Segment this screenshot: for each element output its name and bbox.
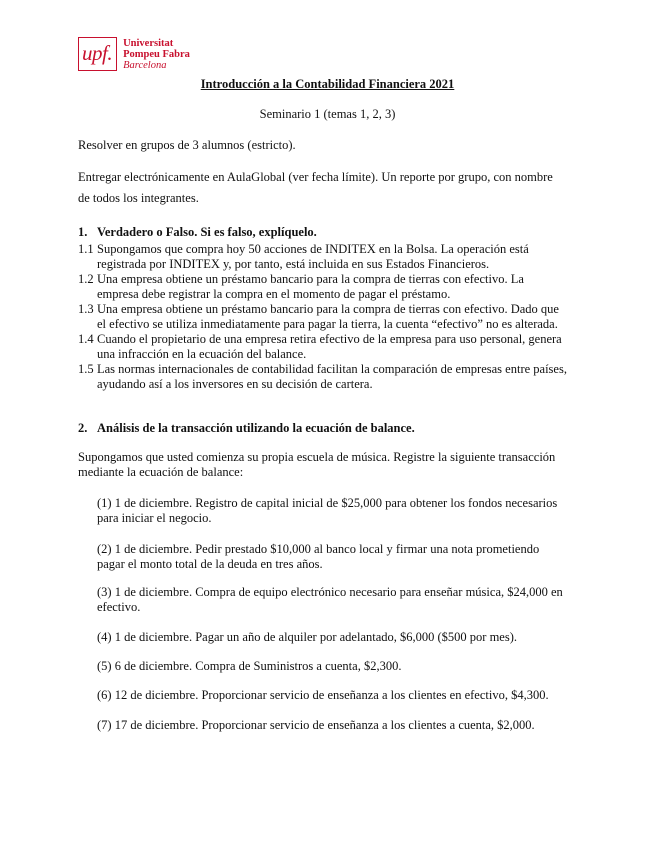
item-1-5-line-2: ayudando así a los inversores en su decisión de cartera. <box>97 377 373 391</box>
section-2-number: 2. <box>78 421 88 435</box>
item-1-1-number: 1.1 <box>78 242 94 256</box>
section-2-intro-line-2: mediante la ecuación de balance: <box>78 465 244 479</box>
document-subtitle: Seminario 1 (temas 1, 2, 3) <box>259 107 396 121</box>
item-1-5-line-1: Las normas internacionales de contabilidad facilitan la comparación de empresas entre países, <box>97 362 567 376</box>
item-1-2-number: 1.2 <box>78 272 94 286</box>
logo-line-3: Barcelona <box>123 59 167 71</box>
section-1-heading: Verdadero o Falso. Si es falso, explíquelo. <box>97 225 317 239</box>
logo-wordmark <box>123 38 190 71</box>
university-logo <box>78 37 190 71</box>
item-1-5-number: 1.5 <box>78 362 94 376</box>
transaction-1-line-2: para iniciar el negocio. <box>97 511 212 525</box>
transaction-2-line-2: pagar el monto total de la deuda en tres años. <box>97 557 323 571</box>
item-1-2-line-1: Una empresa obtiene un préstamo bancario para la compra de tierras con efectivo. La <box>97 272 524 286</box>
item-1-1-line-1: Supongamos que compra hoy 50 acciones de INDITEX en la Bolsa. La operación está <box>97 242 529 256</box>
intro-paragraph-2-line-2: de todos los integrantes. <box>78 191 199 205</box>
upf-logo-mark: upf. <box>78 37 117 71</box>
item-1-4-line-2: una infracción en la ecuación del balance. <box>97 347 307 361</box>
transaction-1-line-1: (1) 1 de diciembre. Registro de capital inicial de $25,000 para obtener los fondos necesarios <box>97 496 558 510</box>
document-title: Introducción a la Contabilidad Financiera 2021 <box>200 77 455 91</box>
transaction-3-line-1: (3) 1 de diciembre. Compra de equipo electrónico necesario para enseñar música, $24,000 en <box>97 585 563 599</box>
transaction-6-line-1: (6) 12 de diciembre. Proporcionar servicio de enseñanza a los clientes en efectivo, $4,300. <box>97 688 549 702</box>
section-2-intro-line-1: Supongamos que usted comienza su propia escuela de música. Registre la siguiente transacción <box>78 450 556 464</box>
section-1-number: 1. <box>78 225 88 239</box>
item-1-4-number: 1.4 <box>78 332 94 346</box>
item-1-2-line-2: empresa debe registrar la compra en el momento de pagar el préstamo. <box>97 287 451 301</box>
section-2-heading: Análisis de la transacción utilizando la ecuación de balance. <box>97 421 415 435</box>
item-1-3-number: 1.3 <box>78 302 94 316</box>
item-1-4-line-1: Cuando el propietario de una empresa retira efectivo de la empresa para uso personal, genera <box>97 332 562 346</box>
item-1-1-line-2: registrada por INDITEX y, por tanto, está incluida en sus Estados Financieros. <box>97 257 490 271</box>
transaction-3-line-2: efectivo. <box>97 600 141 614</box>
transaction-5-line-1: (5) 6 de diciembre. Compra de Suministros a cuenta, $2,300. <box>97 659 402 673</box>
item-1-3-line-1: Una empresa obtiene un préstamo bancario para la compra de tierras con efectivo. Dado que <box>97 302 559 316</box>
item-1-3-line-2: el efectivo se utiliza inmediatamente para pagar la tierra, la cuenta “efectivo” no es alterada. <box>97 317 558 331</box>
intro-paragraph-2-line-1: Entregar electrónicamente en AulaGlobal (ver fecha límite). Un reporte por grupo, con nombre <box>78 170 553 184</box>
transaction-7-line-1: (7) 17 de diciembre. Proporcionar servicio de enseñanza a los clientes a cuenta, $2,000. <box>97 718 535 732</box>
transaction-4-line-1: (4) 1 de diciembre. Pagar un año de alquiler por adelantado, $6,000 ($500 por mes). <box>97 630 518 644</box>
logo-line-1: Universitat <box>123 37 174 49</box>
intro-paragraph-1: Resolver en grupos de 3 alumnos (estricto). <box>78 138 296 152</box>
transaction-2-line-1: (2) 1 de diciembre. Pedir prestado $10,000 al banco local y firmar una nota prometiendo <box>97 542 540 556</box>
logo-line-2: Pompeu Fabra <box>123 48 190 60</box>
